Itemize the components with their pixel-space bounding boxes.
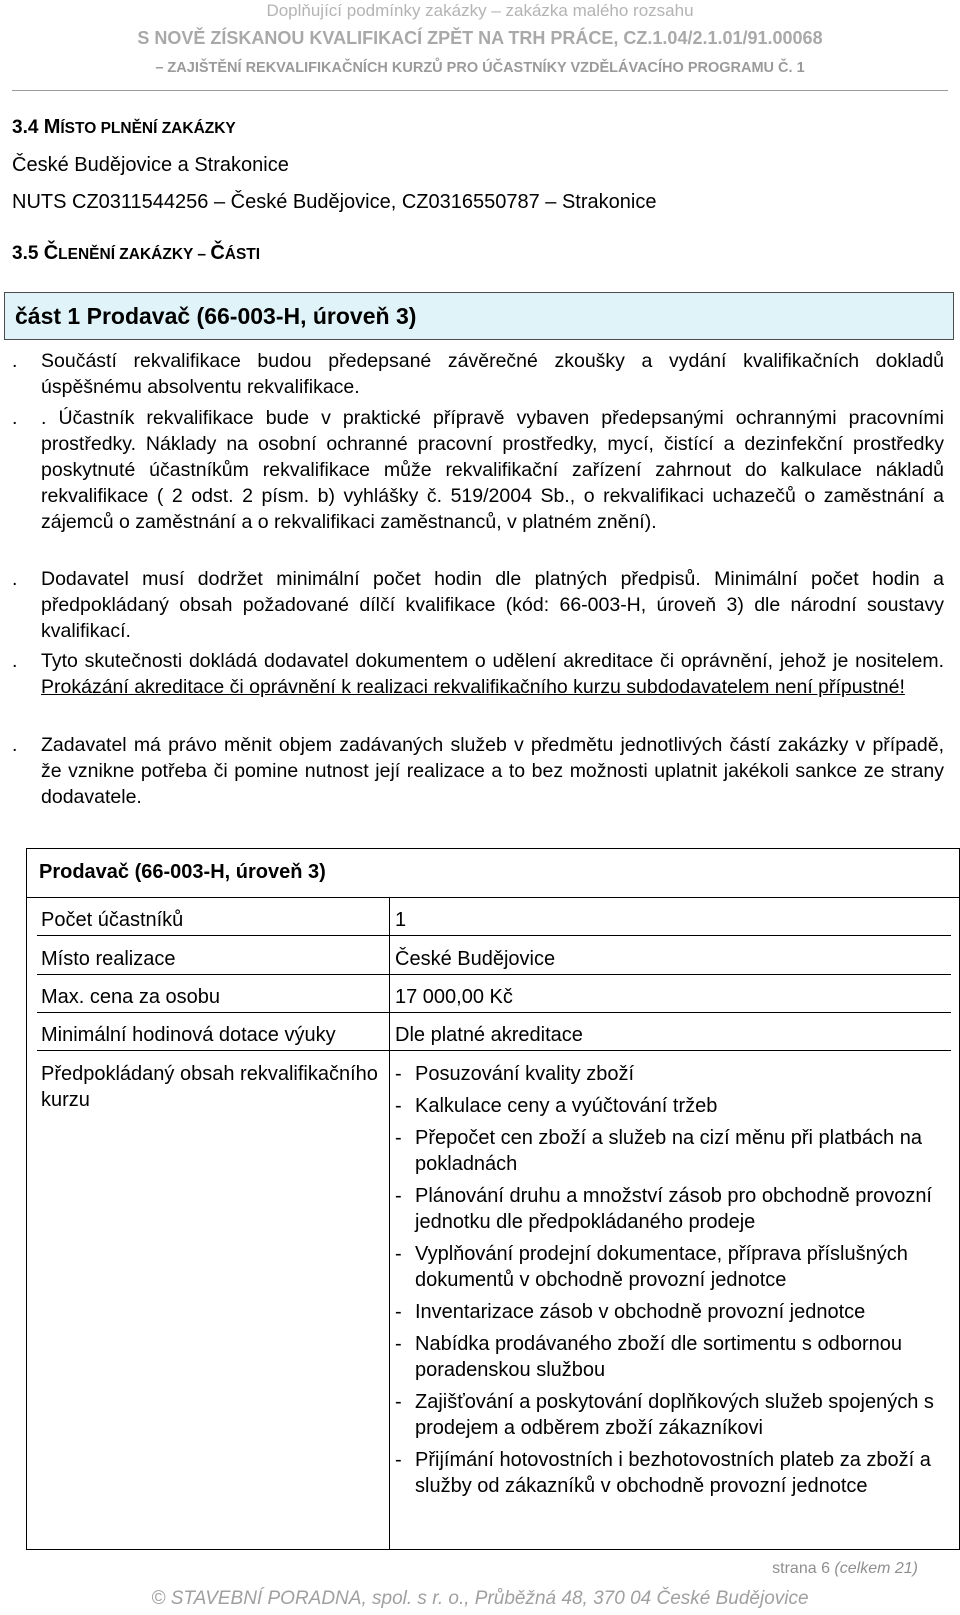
- list-item: - Kalkulace ceny a vyúčtování tržeb: [395, 1095, 718, 1117]
- list-item: - Přepočet cen zboží a služeb na cizí měnu při platbách na pokladnách: [395, 1127, 922, 1175]
- paragraph-exams: . Součástí rekvalifikace budou předepsané závěrečné zkoušky a vydání kvalifikačních dokladů úspěšnému absolventu rekvalifikace.: [12, 350, 944, 398]
- section-heading-3-4: 3.4 MÍSTO PLNĚNÍ ZAKÁZKY: [12, 116, 236, 138]
- paragraph-hours: . Dodavatel musí dodržet minimální počet hodin dle platných předpisů. Minimální počet hodin a předpokládaný obsah požadované dílčí kvalifikace (kód: 66-003-H, úroveň 3) dle národní soustavy kvalifikací.: [12, 568, 944, 642]
- list-item: - Přijímání hotovostních i bezhotovostních plateb za zboží a služby od zákazníků v obchodně provozní jednotce: [395, 1449, 931, 1497]
- page-number: strana 6 (celkem 21): [772, 1560, 918, 1577]
- paragraph-volume-change: . Zadavatel má právo měnit objem zadávaných služeb v předmětu jednotlivých částí zakázky v případě, že vznikne potřeba či pomine nutnost její realizace a to bez možnosti uplatnit jakékoli sankce ze strany dodavatele.: [12, 734, 944, 808]
- list-item: - Posuzování kvality zboží: [395, 1063, 634, 1085]
- paragraph-accreditation: . Tyto skutečnosti dokládá dodavatel dokumentem o udělení akreditace či oprávnění, jehož je nositelem. Prokázání akreditace či oprávnění k realizaci rekvalifikačního kurzu subdodavatelem není přípustné!: [12, 650, 944, 698]
- location-line: České Budějovice a Strakonice: [12, 154, 289, 176]
- list-item: - Inventarizace zásob v obchodně provozní jednotce: [395, 1301, 866, 1323]
- table-caption: Prodavač (66-003-H, úroveň 3): [39, 861, 326, 883]
- part-heading: část 1 Prodavač (66-003-H, úroveň 3): [15, 303, 417, 329]
- accreditation-warning: Prokázání akreditace či oprávnění k realizaci rekvalifikačního kurzu subdodavatelem není přípustné!: [41, 676, 905, 698]
- nuts-line: NUTS CZ0311544256 – České Budějovice, CZ0316550787 – Strakonice: [12, 191, 657, 213]
- paragraph-protective-equipment: . . Účastník rekvalifikace bude v praktické přípravě vybaven předepsanými ochrannými pracovními prostředky. Náklady na osobní ochranné pracovní prostředky, mycí, čistící a dezinfekční prostředky poskytnuté účastníkům rekvalifikace může rekvalifikační zařízení zahrnout do kalkulace nákladů rekvalifikace ( 2 odst. 2 písm. b) vyhlášky č. 519/2004 Sb., o rekvalifikaci uchazečů o zaměstnání a zájemců o zaměstnání a o rekvalifikaci zaměstnanců, v platném znění).: [12, 407, 944, 533]
- part-heading-box: [4, 292, 954, 340]
- course-content-list: [395, 1061, 935, 1499]
- list-item: - Nabídka prodávaného zboží dle sortimentu s odbornou poradenskou službou: [395, 1333, 902, 1381]
- page-footer: © STAVEBNÍ PORADNA, spol. s r. o., Průběžná 48, 370 04 České Budějovice: [151, 1588, 809, 1609]
- list-item: - Plánování druhu a množství zásob pro obchodně provozní jednotku dle předpokládaného prodeje: [395, 1185, 932, 1233]
- project-subtitle: – ZAJIŠTĚNÍ REKVALIFIKAČNÍCH KURZŮ PRO ÚČASTNÍKY VZDĚLÁVACÍHO PROGRAMU Č. 1: [155, 60, 805, 76]
- course-table: Prodavač (66-003-H, úroveň 3) Počet účastníků 1 Místo realizace České Budějovice Max. cena za osobu 17 000,00 Kč Minimální hodinová dotace výuky Dle platné akreditace Předpokládaný obsah rekvalifikačního kurzu - Posuzování kvality zboží - Kalkulace ceny a vyúčtování tržeb - Přepočet cen zboží a služeb na cizí měnu při platbách na pokladnách - Plánování druhu a množství zásob pro obchodně provozní jednotku dle předpokládaného prodeje - Vyplňování prodejní dokumentace, příprava příslušných dokumentů v obchodně provozní jednotce - Inventarizace zásob v obchodně provozní jednotce - Nabídka prodávaného zboží dle sortimentu s odbornou poradenskou službou - Zajišťování a poskytování doplňkových služeb spojených s prodejem a odběrem zboží zákazníkovi - Přijímání hotovostních i bezhotovostních plateb za zboží a služby od zákazníků v obchodně provozní jednotce: [26, 848, 960, 1550]
- document-header-title: Doplňující podmínky zakázky – zakázka malého rozsahu: [266, 1, 694, 20]
- list-item: - Zajišťování a poskytování doplňkových služeb spojených s prodejem a odběrem zboží zákazníkovi: [395, 1391, 934, 1439]
- project-name: S NOVĚ ZÍSKANOU KVALIFIKACÍ ZPĚT NA TRH PRÁCE, CZ.1.04/2.1.01/91.00068: [137, 28, 823, 48]
- section-heading-3-5: 3.5 ČLENĚNÍ ZAKÁZKY – ČÁSTI: [12, 242, 261, 264]
- list-item: - Vyplňování prodejní dokumentace, příprava příslušných dokumentů v obchodně provozní jednotce: [395, 1243, 908, 1291]
- header-divider: [12, 90, 948, 91]
